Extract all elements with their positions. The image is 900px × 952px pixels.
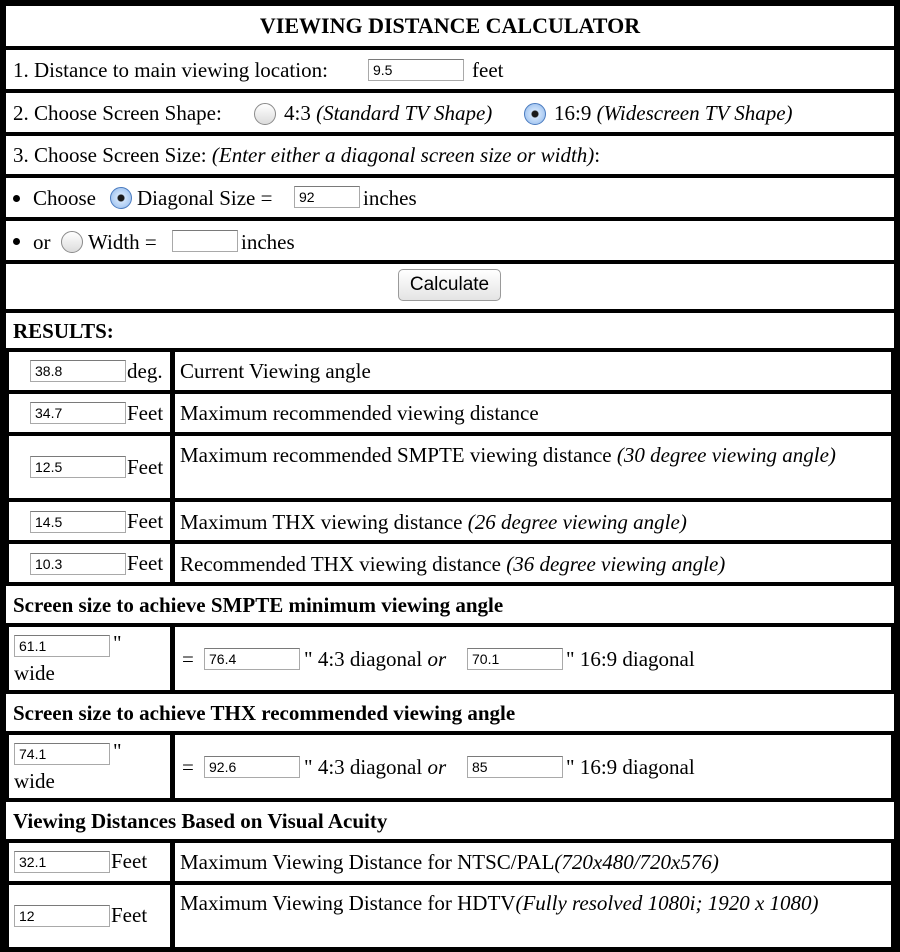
width-label: Width =: [88, 230, 157, 254]
result-label-text: Maximum THX viewing distance: [180, 510, 463, 534]
shape-16-9-label: [554, 101, 793, 125]
result-label-text: Recommended THX viewing distance: [180, 552, 501, 576]
result-label: [180, 510, 687, 534]
result-value-cell: [9, 436, 170, 498]
result-unit: Feet: [127, 509, 164, 533]
smpte-heading: Screen size to achieve SMPTE minimum viewing angle: [13, 593, 504, 617]
bullet-icon: [13, 195, 20, 202]
thx-recommended-distance-output[interactable]: [30, 553, 126, 575]
result-unit: Feet: [111, 849, 148, 873]
result-label-cell: [175, 502, 891, 540]
diagonal-row: [6, 178, 894, 217]
result-label: Current Viewing angle: [180, 359, 371, 383]
choose-label: Choose: [33, 186, 96, 210]
thx-width-output[interactable]: [14, 743, 110, 765]
inch-mark: ": [113, 631, 122, 655]
equals-sign: =: [182, 755, 194, 779]
acuity-label-text: Maximum Viewing Distance for NTSC/PAL: [180, 850, 555, 874]
smpte-heading-row: [6, 586, 894, 623]
acuity-value-cell: [9, 885, 170, 947]
shape-4-3-text: 4:3: [284, 101, 311, 125]
thx-heading: Screen size to achieve THX recommended viewing angle: [13, 701, 516, 725]
page-title: VIEWING DISTANCE CALCULATOR: [259, 13, 641, 38]
smpte-width-output[interactable]: [14, 635, 110, 657]
calculate-button[interactable]: Calculate: [398, 269, 501, 301]
result-label: [180, 552, 725, 576]
result-unit: Feet: [127, 455, 164, 479]
distance-unit: feet: [472, 58, 504, 82]
result-note: (26 degree viewing angle): [467, 510, 687, 534]
acuity-value-cell: [9, 843, 170, 881]
result-value-cell: [9, 502, 170, 540]
diagonal-unit: inches: [363, 186, 417, 210]
diagonal-input[interactable]: [294, 186, 360, 208]
acuity-label-cell: [175, 885, 891, 947]
size-label: [13, 143, 600, 167]
diag-43-label: [304, 647, 446, 671]
thx-169-diagonal-output[interactable]: [467, 756, 563, 778]
inch-mark: ": [113, 739, 122, 763]
hdtv-distance-output[interactable]: [14, 905, 110, 927]
result-label-cell: [175, 394, 891, 432]
result-label-text: Maximum recommended SMPTE viewing distance: [180, 443, 612, 467]
result-unit: deg.: [127, 359, 163, 383]
width-radio[interactable]: [61, 231, 83, 253]
result-unit: Feet: [127, 401, 164, 425]
result-note: (30 degree viewing angle): [616, 443, 836, 467]
distance-input[interactable]: [368, 59, 464, 81]
result-label-cell: [175, 352, 891, 390]
diag-169-label: " 16:9 diagonal: [566, 755, 695, 779]
thx-heading-row: [6, 694, 894, 731]
smpte-width-cell: [9, 627, 170, 690]
distance-row: [6, 50, 894, 89]
diag-43-label: [304, 755, 446, 779]
result-unit: Feet: [127, 551, 164, 575]
diag-43-text: " 4:3 diagonal: [304, 755, 423, 779]
size-row: [6, 136, 894, 174]
shape-label: 2. Choose Screen Shape:: [13, 101, 222, 125]
result-note: (36 degree viewing angle): [506, 552, 726, 576]
diag-169-label: " 16:9 diagonal: [566, 647, 695, 671]
shape-4-3-desc: (Standard TV Shape): [316, 101, 493, 125]
acuity-note: (Fully resolved 1080i; 1920 x 1080): [515, 891, 819, 915]
smpte-43-diagonal-output[interactable]: [204, 648, 300, 670]
thx-diagonal-cell: [175, 735, 891, 798]
shape-row: [6, 93, 894, 132]
results-heading-row: [6, 313, 894, 348]
thx-width-cell: [9, 735, 170, 798]
acuity-label: [180, 891, 880, 915]
equals-sign: =: [182, 647, 194, 671]
result-unit: Feet: [111, 903, 148, 927]
result-label-cell: [175, 436, 891, 498]
diagonal-radio[interactable]: [110, 187, 132, 209]
result-label: Maximum recommended viewing distance: [180, 401, 539, 425]
result-label-cell: [175, 544, 891, 582]
result-label: [180, 443, 880, 467]
title-row: [6, 6, 894, 46]
result-value-cell: [9, 394, 170, 432]
diag-43-text: " 4:3 diagonal: [304, 647, 423, 671]
or-italic: or: [427, 755, 447, 779]
result-value-cell: [9, 352, 170, 390]
shape-4-3-label: [284, 101, 492, 125]
size-colon: :: [594, 143, 601, 167]
width-input[interactable]: [172, 230, 238, 252]
acuity-label-cell: [175, 843, 891, 881]
shape-16-9-text: 16:9: [554, 101, 592, 125]
or-italic: or: [427, 647, 447, 671]
smpte-distance-output[interactable]: [30, 456, 126, 478]
smpte-169-diagonal-output[interactable]: [467, 648, 563, 670]
shape-16-9-desc: (Widescreen TV Shape): [596, 101, 793, 125]
thx-43-diagonal-output[interactable]: [204, 756, 300, 778]
calculate-row: [6, 264, 894, 309]
wide-label: wide: [14, 769, 55, 793]
size-hint: (Enter either a diagonal screen size or width): [211, 143, 595, 167]
or-label: or: [33, 230, 51, 254]
shape-16-9-radio[interactable]: [524, 103, 546, 125]
acuity-heading: Viewing Distances Based on Visual Acuity: [13, 809, 388, 833]
width-row: [6, 221, 894, 260]
bullet-icon: [13, 238, 20, 245]
wide-label: wide: [14, 661, 55, 685]
acuity-label: [180, 850, 719, 874]
shape-4-3-radio[interactable]: [254, 103, 276, 125]
smpte-diagonal-cell: [175, 627, 891, 690]
results-heading: RESULTS:: [13, 319, 114, 343]
thx-max-distance-output[interactable]: [30, 511, 126, 533]
diagonal-label: Diagonal Size =: [137, 186, 273, 210]
result-value-cell: [9, 544, 170, 582]
distance-label: 1. Distance to main viewing location:: [13, 58, 328, 82]
acuity-heading-row: [6, 802, 894, 839]
ntsc-distance-output[interactable]: [14, 851, 110, 873]
size-label-text: 3. Choose Screen Size:: [13, 143, 207, 167]
acuity-label-text: Maximum Viewing Distance for HDTV: [180, 891, 516, 915]
width-unit: inches: [241, 230, 295, 254]
acuity-note: (720x480/720x576): [554, 850, 719, 874]
max-distance-output[interactable]: [30, 402, 126, 424]
viewing-angle-output[interactable]: [30, 360, 126, 382]
